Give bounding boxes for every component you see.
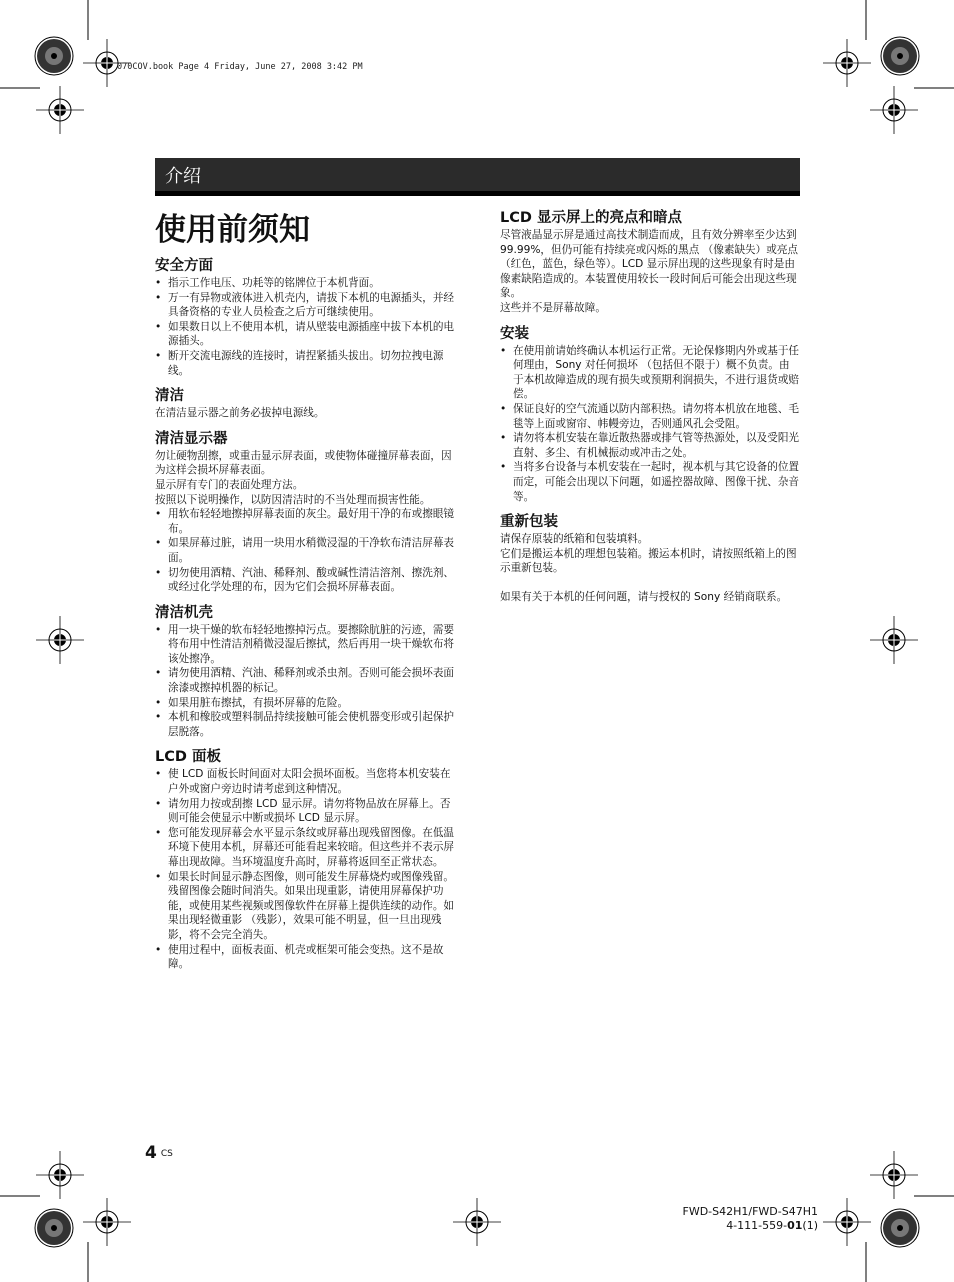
paragraph: 显示屏有专门的表面处理方法。 (155, 478, 304, 491)
list-item (155, 710, 455, 739)
bullet-icon: • (155, 291, 162, 304)
paragraph: 勿让硬物刮擦，或重击显示屏表面，或使物体碰撞屏幕表面，因为这样会损坏屏幕表面。 (155, 449, 452, 477)
bullet-icon: • (155, 768, 162, 781)
model-info (683, 1205, 819, 1233)
list-item (155, 276, 455, 291)
bullet-icon: • (155, 508, 162, 521)
page-number-value: 4 (145, 1143, 157, 1163)
list-item-text: 使 LCD 面板长时间面对太阳会损坏面板。当您将本机安装在户外或窗户旁边时请考虑到这种情况。 (168, 768, 451, 796)
list-item-text: 如果数日以上不使用本机，请从壁装电源插座中拔下本机的电源插头。 (168, 320, 455, 348)
page-number (145, 1143, 173, 1163)
part-number: 4-111-559-01(1) (726, 1219, 818, 1232)
bullet-icon: • (500, 402, 507, 415)
list-item (155, 536, 455, 565)
list-item-text: 您可能发现屏幕会水平显示条纹或屏幕出现残留图像。在低温环境下使用本机，屏幕还可能看起来较暗。但这些并不表示屏幕出现故障。当环境温度升高时，屏幕将返回至正常状态。 (168, 826, 455, 868)
section (155, 256, 455, 378)
list-item-text: 如果用脏布擦拭，有损坏屏幕的危险。 (168, 696, 349, 709)
bullet-icon: • (155, 566, 162, 579)
list-item-text: 请勿用力按或刮擦 LCD 显示屏。请勿将物品放在屏幕上。否则可能会使显示中断或损坏 LCD 显示屏。 (168, 797, 451, 825)
bullet-icon: • (155, 870, 162, 883)
paragraph: 这些并不是屏幕故障。 (500, 301, 606, 314)
list-item-text: 保证良好的空气流通以防内部积热。请勿将本机放在地毯、毛毯等上面或窗帘、帏幔旁边，否则通风孔会受阻。 (513, 402, 800, 430)
section (500, 208, 800, 316)
list-item-text: 万一有异物或液体进入机壳内，请拔下本机的电源插头，并经具备资格的专业人员检查之后方可继续使用。 (168, 291, 455, 319)
list-item (500, 460, 800, 504)
bullet-icon: • (155, 711, 162, 724)
section-heading: 清洁机壳 (155, 604, 213, 621)
section-heading: 清洁 (155, 388, 184, 405)
page-number-suffix: CS (160, 1149, 173, 1159)
list-item-text: 如果屏幕过脏，请用一块用水稍微浸湿的干净软布清洁屏幕表面。 (168, 537, 455, 564)
paragraph: 在清洁显示器之前务必拔掉电源线。 (155, 407, 325, 420)
list-item (155, 623, 455, 667)
paragraph: 尽管液晶显示屏是通过高技术制造而成，且有效分辨率至少达到 99.99%，但仍可能有持续亮或闪烁的黑点 （像素缺失）或亮点 （红色，蓝色，绿色等）。LCD 显示屏出现的这些现象有时是由像素缺陷造成的。本装置使用较长一段时间后可能会出现这些现象。 (500, 229, 799, 300)
section (500, 512, 800, 604)
bullet-icon: • (155, 826, 162, 839)
section-bar (155, 158, 800, 191)
section-heading: LCD 显示屏上的亮点和暗点 (500, 210, 682, 226)
section-bar-label: 介绍 (165, 166, 201, 187)
list-item (155, 826, 455, 870)
list-item-text: 切勿使用酒精、汽油、稀释剂、酸或碱性清洁溶剂、擦洗剂、或经过化学处理的布，因为它们会损坏屏幕表面。 (168, 566, 455, 594)
list-item (155, 291, 455, 320)
section-heading: 安装 (500, 325, 529, 342)
page-title: 使用前须知 (155, 212, 310, 248)
list-item (155, 943, 455, 972)
paragraph: 请保存原装的纸箱和包装填料。 (500, 533, 649, 546)
bullet-icon: • (500, 461, 507, 474)
bullet-icon: • (155, 943, 162, 956)
list-item (500, 431, 800, 460)
print-header: 070COV.book Page 4 Friday, June 27, 2008 3:42 PM (117, 62, 363, 72)
section-heading: LCD 面板 (155, 749, 221, 766)
bullet-icon: • (500, 344, 507, 357)
bullet-icon: • (155, 320, 162, 333)
bullet-icon: • (155, 696, 162, 709)
list-item (500, 402, 800, 431)
section (155, 603, 455, 740)
contact-note: 如果有关于本机的任何问题，请与授权的 Sony 经销商联系。 (500, 590, 788, 603)
list-item-text: 请勿将本机安装在靠近散热器或排气管等热源处，以及受阳光直射、多尘、有机械振动或冲击之处。 (513, 432, 800, 459)
list-item-text: 用软布轻轻地擦掉屏幕表面的灰尘。最好用干净的布或擦眼镜布。 (168, 508, 455, 535)
right-column (500, 208, 800, 612)
list-item-text: 指示工作电压、功耗等的铭牌位于本机背面。 (168, 277, 380, 289)
list-item-text: 断开交流电源线的连接时，请捏紧插头拔出。切勿拉拽电源线。 (168, 349, 444, 377)
list-item (155, 666, 455, 695)
section (155, 429, 455, 595)
paragraph: 它们是搬运本机的理想包装箱。搬运本机时，请按照纸箱上的图示重新包装。 (500, 547, 797, 575)
bullet-list (155, 507, 455, 595)
list-item (155, 696, 455, 711)
section (500, 324, 800, 505)
section (155, 747, 455, 971)
list-item-text: 如果长时间显示静态图像，则可能发生屏幕烧灼或图像残留。残留图像会随时间消失。如果出现重影，请使用屏幕保护功能，或使用某些视频或图像软件在屏幕上提供连续的动作。如果出现轻微重影 （残影），效果可能不明显，但一旦出现残影，将不会完全消失。 (168, 870, 455, 941)
list-item (155, 767, 455, 796)
bullet-icon: • (500, 432, 507, 445)
list-item-text: 请勿使用酒精、汽油、稀释剂或杀虫剂。否则可能会损坏表面涂漆或擦掉机器的标记。 (168, 667, 455, 695)
section (155, 386, 455, 421)
bullet-icon: • (155, 277, 162, 289)
left-column (155, 256, 455, 980)
list-item (155, 870, 455, 943)
list-item (155, 349, 455, 378)
bullet-list (500, 344, 800, 505)
paragraph: 按照以下说明操作，以防因清洁时的不当处理而损害性能。 (155, 493, 431, 506)
list-item (155, 320, 455, 349)
list-item-text: 当将多台设备与本机安装在一起时，视本机与其它设备的位置而定，可能会出现以下问题，如遥控器故障、图像干扰、杂音等。 (513, 461, 800, 503)
list-item (155, 797, 455, 826)
model-number: FWD-S42H1/FWD-S47H1 (682, 1205, 818, 1218)
bullet-icon: • (155, 349, 162, 362)
bullet-list (155, 767, 455, 971)
bullet-icon: • (155, 623, 162, 636)
section-rule (155, 191, 800, 196)
list-item (500, 344, 800, 402)
section-heading: 重新包装 (500, 514, 558, 531)
list-item (155, 566, 455, 595)
list-item-text: 在使用前请始终确认本机运行正常。无论保修期内外或基于任何理由，Sony 对任何损坏 （包括但不限于）概不负责。由于本机故障造成的现有损失或预期利润损失，不进行退货或赔偿。 (513, 344, 800, 401)
list-item (155, 507, 455, 536)
list-item-text: 使用过程中，面板表面、机壳或框架可能会变热。这不是故障。 (168, 943, 444, 971)
bullet-icon: • (155, 667, 162, 680)
section-heading: 安全方面 (155, 258, 213, 274)
bullet-icon: • (155, 797, 162, 810)
list-item-text: 用一块干燥的软布轻轻地擦掉污点。要擦除肮脏的污迹，需要将布用中性清洁剂稍微浸湿后擦拭，然后再用一块干燥软布将该处擦净。 (168, 623, 455, 665)
section-heading: 清洁显示器 (155, 430, 228, 447)
bullet-list (155, 623, 455, 740)
bullet-icon: • (155, 537, 162, 550)
list-item-text: 本机和橡胶或塑料制品持续接触可能会使机器变形或引起保护层脱落。 (168, 711, 455, 738)
bullet-list (155, 276, 455, 378)
